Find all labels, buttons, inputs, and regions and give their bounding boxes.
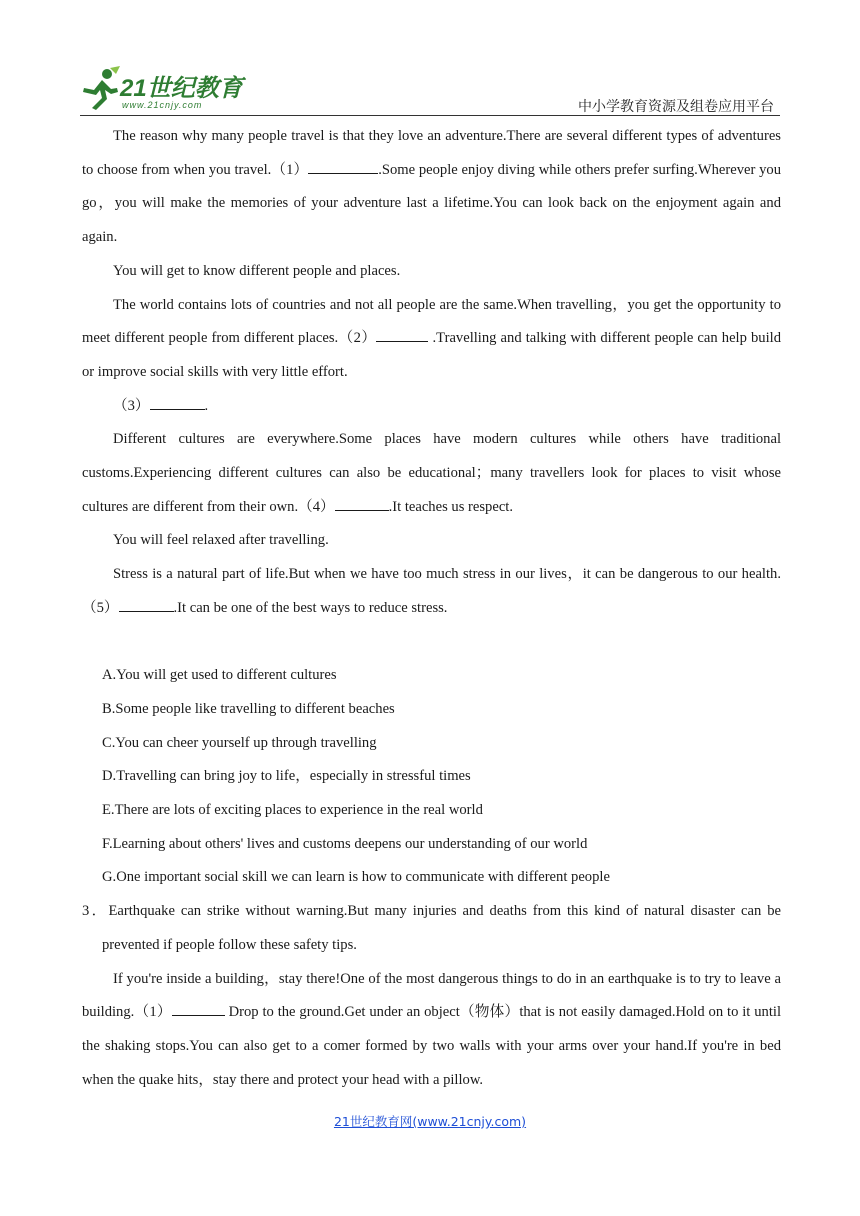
answer-blank[interactable]	[172, 1000, 225, 1016]
answer-blank[interactable]	[335, 495, 389, 511]
footer-link[interactable]: 21世纪教育网(www.21cnjy.com)	[333, 1114, 527, 1129]
answer-blank[interactable]	[308, 158, 378, 174]
passage-heading: You will feel relaxed after travelling.	[113, 532, 329, 549]
option-item: A.You will get used to different cultures	[102, 667, 337, 684]
logo-url: www.21cnjy.com	[122, 100, 203, 110]
question-intro: 3．Earthquake can strike without warning.But many injuries and deaths from this kind of natural disaster can be prevented if people follow these safety tips.	[82, 903, 781, 953]
runner-logo-icon	[80, 66, 122, 110]
option-item: G.One important social skill we can learn is how to communicate with different people	[102, 869, 610, 886]
passage-heading: （3） .	[82, 390, 781, 424]
option-item: F.Learning about others' lives and customs deepens our understanding of our world	[102, 835, 588, 852]
spacer	[82, 626, 781, 660]
answer-blank[interactable]	[150, 394, 205, 410]
passage-paragraph: Stress is a natural part of life.But when we have too much stress in our lives，it can be dangerous to our health.（5） .It can be one of the best ways to reduce stress.	[82, 566, 781, 616]
answer-blank[interactable]	[119, 596, 174, 612]
page-header	[80, 64, 780, 116]
option-item: E.There are lots of exciting places to experience in the real world	[102, 802, 483, 819]
passage-paragraph: Different cultures are everywhere.Some places have modern cultures while others have traditional customs.Experiencing different cultures can also be educational；many travellers look for places to visit whose cultures are different from their own.（4） .It teaches us respect.	[82, 431, 781, 515]
document-body	[82, 120, 781, 1097]
page-footer	[0, 1112, 860, 1130]
header-tagline: 中小学教育资源及组卷应用平台	[578, 99, 774, 115]
passage-paragraph: The reason why many people travel is that they love an adventure.There are several different types of adventures to choose from when you travel.（1） .Some people enjoy diving while others prefer surfing.Wherever you go，you will make the memories of your adventure last a lifetime.You can look back on the enjoyment again and again.	[82, 128, 781, 246]
option-item: B.Some people like travelling to different beaches	[102, 700, 395, 717]
logo	[80, 64, 260, 116]
option-item: C.You can cheer yourself up through travelling	[102, 734, 377, 751]
answer-blank[interactable]	[376, 326, 428, 342]
passage-paragraph: If you're inside a building，stay there!One of the most dangerous things to do in an earthquake is to try to leave a building.（1） Drop to the ground.Get under an object（物体）that is not easily damaged.Hold on to it until the shaking stops.You can also get to a comer formed by two walls with your arms over your hand.If you're in bed when the quake hits，stay there and protect your head with a pillow.	[82, 970, 781, 1088]
logo-text: 21世纪教育	[120, 75, 243, 102]
header-divider	[80, 115, 780, 116]
passage-paragraph: The world contains lots of countries and not all people are the same.When travelling，you get the opportunity to meet different people from different places.（2） .Travelling and talking with different people can help build or improve social skills with very little effort.	[82, 296, 781, 380]
option-item: D.Travelling can bring joy to life，especially in stressful times	[102, 768, 471, 785]
passage-heading: You will get to know different people and places.	[113, 262, 401, 279]
